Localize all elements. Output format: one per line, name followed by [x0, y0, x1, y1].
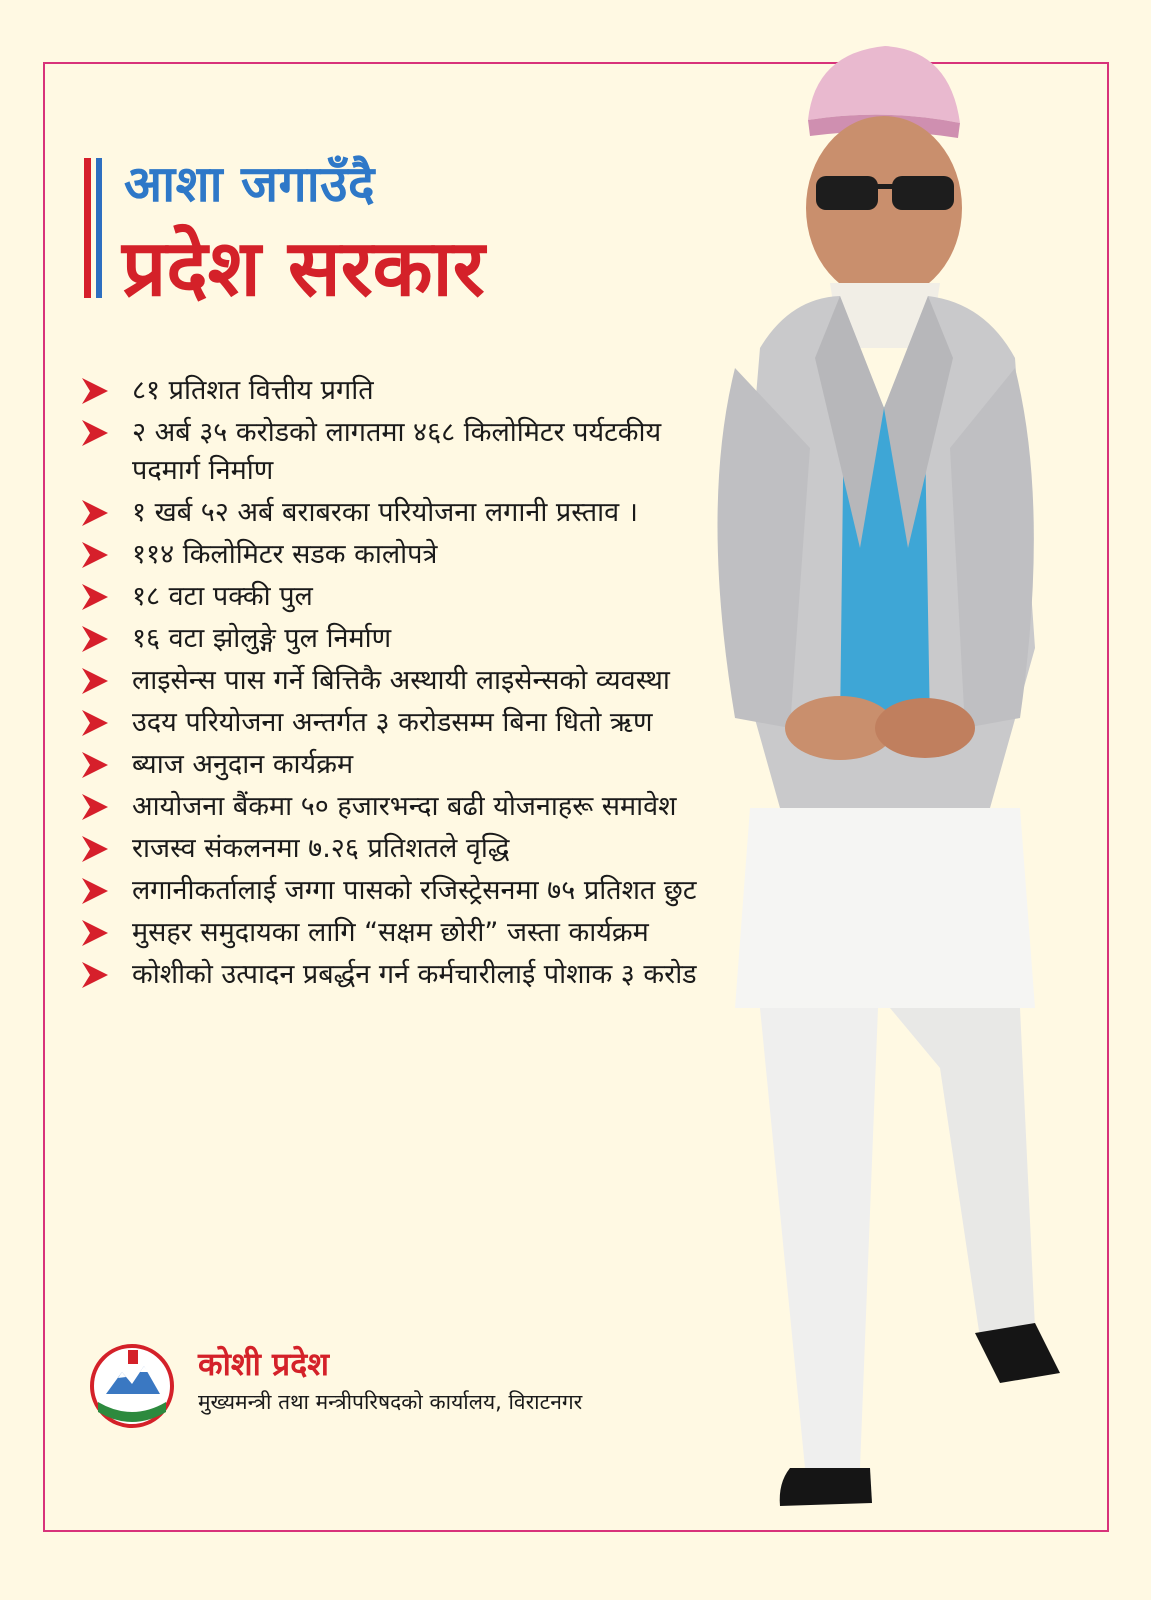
list-item	[80, 956, 720, 994]
list-item	[80, 704, 720, 742]
list-item	[80, 536, 720, 574]
list-item-text: ब्याज अनुदान कार्यक्रम	[132, 749, 354, 780]
list-item-text: १८ वटा पक्की पुल	[132, 581, 313, 612]
list-item-text: १६ वटा झोलुङ्गे पुल निर्माण	[132, 623, 392, 654]
arrow-right-icon	[80, 666, 110, 696]
list-item-text: ८१ प्रतिशत वित्तीय प्रगति	[132, 375, 374, 406]
arrow-right-icon	[80, 960, 110, 990]
arrow-right-icon	[80, 582, 110, 612]
list-item	[80, 578, 720, 616]
koshi-emblem-icon	[88, 1342, 176, 1430]
list-item-text: लाइसेन्स पास गर्ने बित्तिकै अस्थायी लाइसेन्सको व्यवस्था	[132, 665, 670, 696]
list-item	[80, 662, 720, 700]
list-item-text: १ खर्ब ५२ अर्ब बराबरका परियोजना लगानी प्रस्ताव ।	[132, 497, 638, 528]
brand-subtitle: मुख्यमन्त्री तथा मन्त्रीपरिषदको कार्यालय, विराटनगर	[198, 1390, 583, 1414]
list-item-text: राजस्व संकलनमा ७.२६ प्रतिशतले वृद्धि	[132, 833, 510, 864]
arrow-right-icon	[80, 792, 110, 822]
list-item-text: उदय परियोजना अन्तर्गत ३ करोडसम्म बिना धितो ऋण	[132, 707, 653, 738]
arrow-right-icon	[80, 708, 110, 738]
arrow-right-icon	[80, 918, 110, 948]
list-item	[80, 620, 720, 658]
list-item	[80, 788, 720, 826]
accent-bar-red	[84, 158, 91, 298]
arrow-right-icon	[80, 498, 110, 528]
list-item-text: मुसहर समुदायका लागि “सक्षम छोरी” जस्ता कार्यक्रम	[132, 917, 649, 948]
brand-title: कोशी प्रदेश	[198, 1345, 330, 1383]
list-item	[80, 830, 720, 868]
list-item-text: ११४ किलोमिटर सडक कालोपत्रे	[132, 539, 438, 570]
achievements-list	[80, 372, 720, 998]
arrow-right-icon	[80, 876, 110, 906]
list-item	[80, 494, 720, 532]
arrow-right-icon	[80, 376, 110, 406]
arrow-right-icon	[80, 540, 110, 570]
accent-bar-blue	[96, 158, 102, 298]
headline-line-2: प्रदेश सरकार	[122, 224, 485, 314]
list-item-text: आयोजना बैंकमा ५० हजारभन्दा बढी योजनाहरू समावेश	[132, 791, 677, 822]
list-item	[80, 414, 720, 490]
arrow-right-icon	[80, 750, 110, 780]
arrow-right-icon	[80, 418, 110, 448]
arrow-right-icon	[80, 834, 110, 864]
list-item	[80, 372, 720, 410]
list-item-text: कोशीको उत्पादन प्रबर्द्धन गर्न कर्मचारीलाई पोशाक ३ करोड	[132, 959, 697, 990]
list-item	[80, 872, 720, 910]
headline-line-1: आशा जगाउँदै	[124, 155, 376, 213]
arrow-right-icon	[80, 624, 110, 654]
list-item	[80, 914, 720, 952]
list-item-text: २ अर्ब ३५ करोडको लागतमा ४६८ किलोमिटर पर्यटकीय पदमार्ग निर्माण	[132, 417, 662, 486]
list-item-text: लगानीकर्तालाई जग्गा पासको रजिस्ट्रेसनमा ७५ प्रतिशत छुट	[132, 875, 697, 906]
list-item	[80, 746, 720, 784]
